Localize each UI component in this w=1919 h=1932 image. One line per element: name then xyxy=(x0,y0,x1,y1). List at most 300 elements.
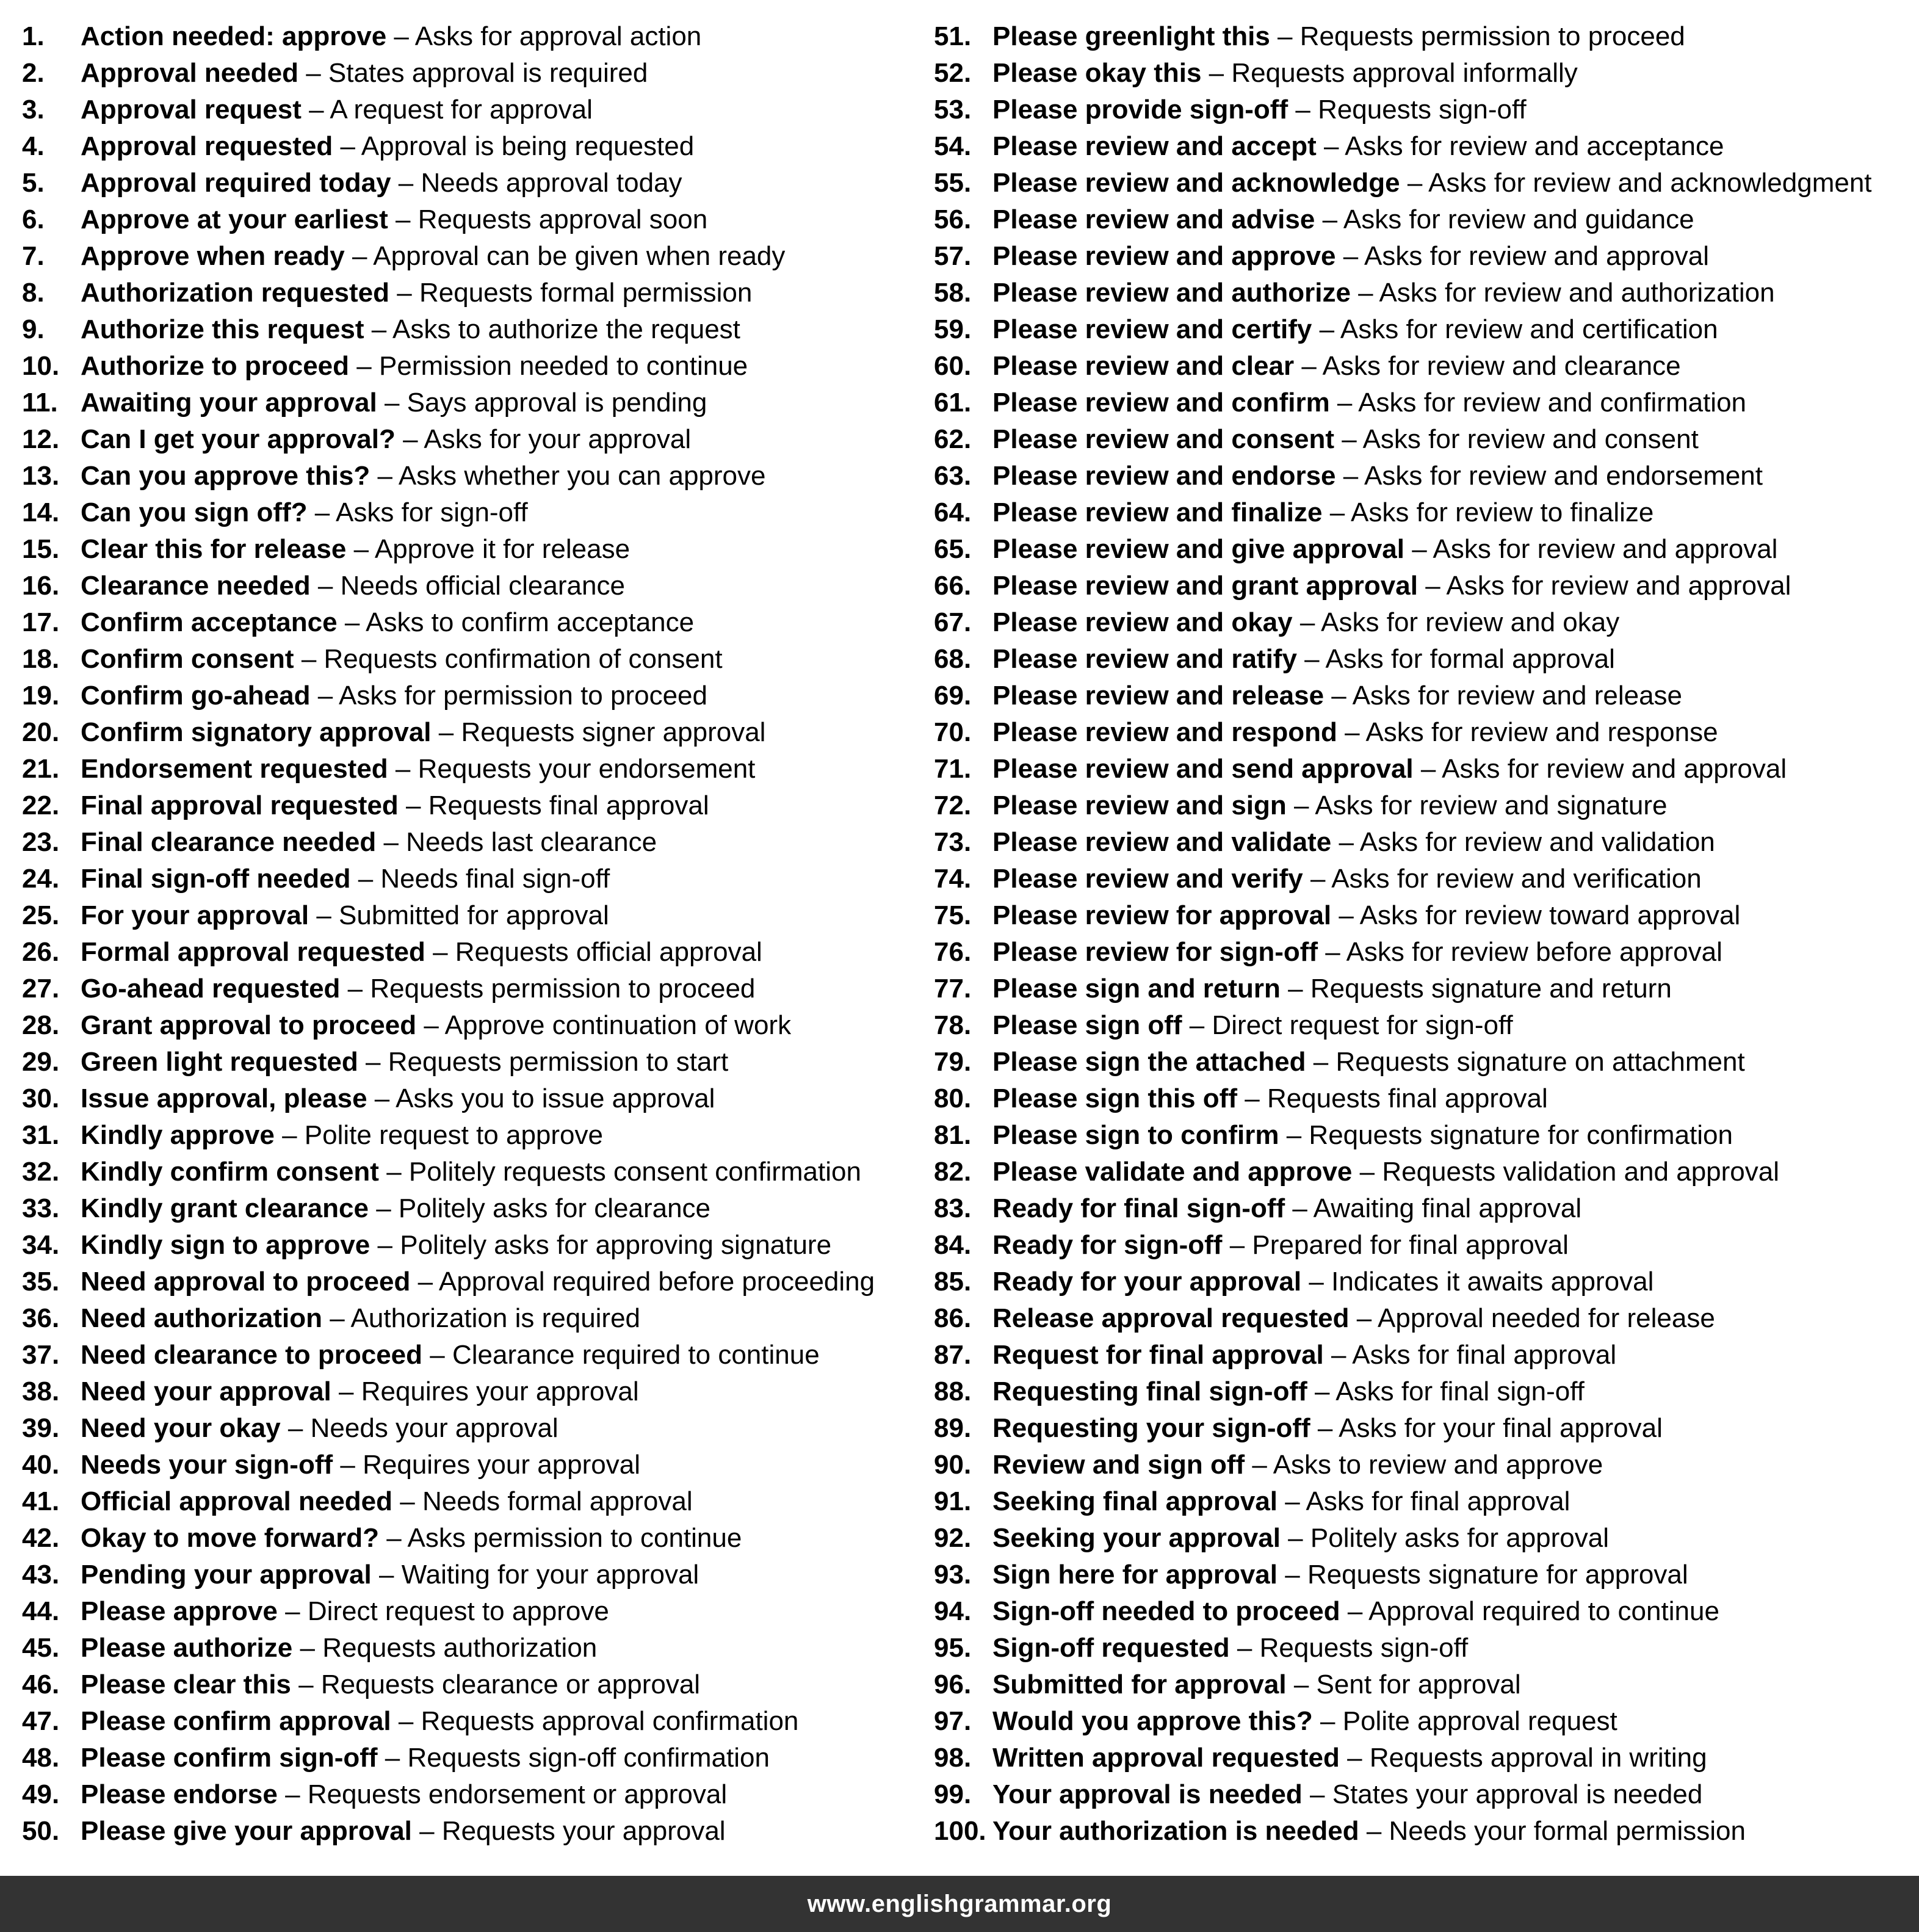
list-item xyxy=(934,1740,1904,1776)
list-item xyxy=(934,861,1904,897)
item-phrase: Please review and send approval xyxy=(992,754,1414,784)
item-description: Approve continuation of work xyxy=(444,1010,792,1040)
item-description: Requests formal permission xyxy=(419,278,753,308)
item-description: Asks for your final approval xyxy=(1339,1413,1663,1443)
item-text xyxy=(81,1154,861,1190)
item-number: 47. xyxy=(22,1706,60,1736)
item-text xyxy=(81,1703,798,1740)
item-text xyxy=(992,1703,1617,1740)
item-description: Asks for final sign-off xyxy=(1335,1377,1585,1406)
item-separator: – xyxy=(1288,1523,1303,1553)
item-number: 84. xyxy=(934,1230,972,1260)
item-number: 42. xyxy=(22,1523,60,1553)
list-item xyxy=(934,1703,1904,1740)
item-number: 5. xyxy=(22,168,45,198)
item-phrase: Need clearance to proceed xyxy=(81,1340,423,1370)
list-item xyxy=(934,348,1904,385)
footer-website-link[interactable]: www.englishgrammar.org xyxy=(807,1890,1112,1917)
item-text xyxy=(992,421,1699,458)
item-phrase: Requesting your sign-off xyxy=(992,1413,1310,1443)
item-description: Requests approval confirmation xyxy=(421,1706,799,1736)
item-phrase: Seeking your approval xyxy=(992,1523,1281,1553)
item-number: 17. xyxy=(22,607,60,637)
item-number: 69. xyxy=(934,681,972,711)
item-number: 7. xyxy=(22,241,45,271)
item-separator: – xyxy=(1292,1193,1307,1223)
item-text xyxy=(992,1227,1569,1264)
item-description: Needs last clearance xyxy=(406,827,657,857)
item-text xyxy=(81,861,610,897)
item-text xyxy=(81,18,701,55)
item-description: Needs formal approval xyxy=(422,1486,693,1516)
item-separator: – xyxy=(317,681,333,711)
item-text xyxy=(992,824,1715,861)
item-number: 18. xyxy=(22,644,60,674)
item-phrase: Final clearance needed xyxy=(81,827,377,857)
item-number: 23. xyxy=(22,827,60,857)
item-number: 1. xyxy=(22,21,45,51)
item-description: Asks for review before approval xyxy=(1346,937,1722,967)
item-separator: – xyxy=(1209,58,1224,88)
item-separator: – xyxy=(1347,1596,1363,1626)
list-item xyxy=(934,494,1904,531)
item-separator: – xyxy=(1319,314,1335,344)
item-phrase: Seeking final approval xyxy=(992,1486,1278,1516)
list-item xyxy=(934,531,1904,568)
item-number: 29. xyxy=(22,1047,60,1077)
item-phrase: Requesting final sign-off xyxy=(992,1377,1307,1406)
item-phrase: Need authorization xyxy=(81,1303,323,1333)
item-separator: – xyxy=(352,241,367,271)
item-number: 89. xyxy=(934,1413,972,1443)
list-item xyxy=(934,1264,1904,1300)
item-number: 15. xyxy=(22,534,60,564)
item-phrase: Issue approval, please xyxy=(81,1084,367,1113)
item-separator: – xyxy=(309,95,324,125)
list-item xyxy=(22,201,919,238)
list-item xyxy=(22,92,919,128)
item-separator: – xyxy=(397,278,412,308)
item-separator: – xyxy=(378,1560,394,1590)
item-description: Approval required before proceeding xyxy=(438,1267,875,1297)
item-description: Awaiting final approval xyxy=(1313,1193,1582,1223)
item-separator: – xyxy=(403,424,418,454)
item-text xyxy=(992,1337,1616,1373)
item-text xyxy=(992,275,1775,311)
list-item xyxy=(934,1080,1904,1117)
item-text xyxy=(992,494,1653,531)
item-description: Requests permission to start xyxy=(388,1047,729,1077)
item-phrase: Please clear this xyxy=(81,1670,291,1699)
item-number: 72. xyxy=(934,791,972,820)
item-phrase: Please review and clear xyxy=(992,351,1295,381)
list-item xyxy=(22,641,919,678)
item-separator: – xyxy=(1359,1157,1375,1187)
item-number: 97. xyxy=(934,1706,972,1736)
item-description: Submitted for approval xyxy=(339,900,609,930)
list-item xyxy=(22,165,919,201)
item-description: Asks for review and response xyxy=(1365,717,1718,747)
item-phrase: Please review and verify xyxy=(992,864,1303,894)
list-item xyxy=(934,385,1904,421)
item-description: Waiting for your approval xyxy=(401,1560,699,1590)
item-description: Clearance required to continue xyxy=(452,1340,820,1370)
item-description: Requests approval in writing xyxy=(1369,1743,1707,1773)
item-separator: – xyxy=(282,1120,297,1150)
item-phrase: Please greenlight this xyxy=(992,21,1270,51)
item-number: 38. xyxy=(22,1377,60,1406)
list-item xyxy=(934,824,1904,861)
item-phrase: Please review and endorse xyxy=(992,461,1336,491)
list-item xyxy=(934,1483,1904,1520)
list-item xyxy=(934,714,1904,751)
item-phrase: Release approval requested xyxy=(992,1303,1350,1333)
list-item xyxy=(22,1227,919,1264)
list-item xyxy=(934,311,1904,348)
item-phrase: Written approval requested xyxy=(992,1743,1340,1773)
item-description: Requests permission to proceed xyxy=(370,974,756,1004)
item-phrase: Your authorization is needed xyxy=(992,1816,1359,1846)
item-separator: – xyxy=(347,974,363,1004)
item-separator: – xyxy=(376,1193,391,1223)
item-phrase: Please review for approval xyxy=(992,900,1332,930)
item-number: 34. xyxy=(22,1230,60,1260)
item-phrase: Action needed: approve xyxy=(81,21,387,51)
item-phrase: Request for final approval xyxy=(992,1340,1324,1370)
item-number: 14. xyxy=(22,497,60,527)
item-separator: – xyxy=(433,937,448,967)
item-text xyxy=(81,934,762,971)
item-number: 70. xyxy=(934,717,972,747)
item-number: 27. xyxy=(22,974,60,1004)
item-description: Asks for review and verification xyxy=(1331,864,1702,894)
item-description: Asks you to issue approval xyxy=(396,1084,715,1113)
item-text xyxy=(992,861,1702,897)
item-separator: – xyxy=(1343,461,1359,491)
list-item xyxy=(22,1080,919,1117)
item-text xyxy=(81,1483,693,1520)
item-description: Requests sign-off confirmation xyxy=(407,1743,770,1773)
item-number: 64. xyxy=(934,497,972,527)
list-item xyxy=(934,18,1904,55)
item-separator: – xyxy=(1286,1120,1302,1150)
item-phrase: Please sign the attached xyxy=(992,1047,1306,1077)
item-separator: – xyxy=(339,1377,354,1406)
item-separator: – xyxy=(287,1413,303,1443)
item-text xyxy=(81,1630,597,1666)
item-phrase: Need your approval xyxy=(81,1377,331,1406)
item-separator: – xyxy=(1285,1560,1300,1590)
item-number: 80. xyxy=(934,1084,972,1113)
item-description: Needs final sign-off xyxy=(380,864,610,894)
item-description: Approval is being requested xyxy=(361,131,695,161)
item-text xyxy=(992,641,1615,678)
item-number: 25. xyxy=(22,900,60,930)
item-number: 92. xyxy=(934,1523,972,1553)
item-number: 22. xyxy=(22,791,60,820)
item-phrase: Grant approval to proceed xyxy=(81,1010,417,1040)
item-number: 63. xyxy=(934,461,972,491)
item-phrase: Please confirm sign-off xyxy=(81,1743,378,1773)
item-separator: – xyxy=(1313,1047,1329,1077)
list-item xyxy=(934,1447,1904,1483)
list-item xyxy=(22,421,919,458)
item-number: 11. xyxy=(22,388,58,418)
item-number: 40. xyxy=(22,1450,60,1480)
item-number: 3. xyxy=(22,95,45,125)
item-text xyxy=(992,1373,1585,1410)
item-number: 33. xyxy=(22,1193,60,1223)
item-text xyxy=(81,92,593,128)
item-number: 44. xyxy=(22,1596,60,1626)
item-separator: – xyxy=(384,388,400,418)
list-item xyxy=(22,1447,919,1483)
item-text xyxy=(81,1557,699,1593)
item-separator: – xyxy=(1301,351,1317,381)
item-text xyxy=(992,1776,1702,1813)
item-text xyxy=(81,1447,640,1483)
item-text xyxy=(992,348,1681,385)
list-item xyxy=(934,1410,1904,1447)
item-number: 8. xyxy=(22,278,45,308)
list-item xyxy=(934,1007,1904,1044)
list-item xyxy=(22,1483,919,1520)
item-text xyxy=(992,1190,1581,1227)
item-number: 65. xyxy=(934,534,972,564)
item-number: 12. xyxy=(22,424,60,454)
item-phrase: Can I get your approval? xyxy=(81,424,396,454)
item-text xyxy=(81,1666,700,1703)
item-text xyxy=(992,1483,1570,1520)
item-text xyxy=(992,1117,1733,1154)
item-separator: – xyxy=(330,1303,345,1333)
item-number: 88. xyxy=(934,1377,972,1406)
item-number: 35. xyxy=(22,1267,60,1297)
item-separator: – xyxy=(1358,278,1373,308)
item-number: 57. xyxy=(934,241,972,271)
item-separator: – xyxy=(1342,424,1357,454)
list-item xyxy=(934,1813,1904,1850)
item-description: Politely asks for approval xyxy=(1310,1523,1610,1553)
item-description: Asks for review and validation xyxy=(1359,827,1715,857)
item-phrase: Sign-off requested xyxy=(992,1633,1230,1663)
item-description: Asks for review and approval xyxy=(1433,534,1778,564)
item-description: Prepared for final approval xyxy=(1252,1230,1569,1260)
item-number: 55. xyxy=(934,168,972,198)
item-phrase: Approve when ready xyxy=(81,241,345,271)
item-text xyxy=(81,568,625,604)
item-phrase: Kindly confirm consent xyxy=(81,1157,379,1187)
item-separator: – xyxy=(314,497,330,527)
item-separator: – xyxy=(395,204,411,234)
item-number: 86. xyxy=(934,1303,972,1333)
list-item xyxy=(22,275,919,311)
item-phrase: Please provide sign-off xyxy=(992,95,1288,125)
item-phrase: Need your okay xyxy=(81,1413,281,1443)
item-separator: – xyxy=(438,717,454,747)
item-text xyxy=(81,165,682,201)
item-separator: – xyxy=(340,131,355,161)
item-description: A request for approval xyxy=(330,95,593,125)
item-text xyxy=(992,1447,1603,1483)
item-number: 53. xyxy=(934,95,972,125)
list-item xyxy=(22,1557,919,1593)
item-separator: – xyxy=(1189,1010,1205,1040)
item-number: 16. xyxy=(22,571,60,601)
list-item xyxy=(934,238,1904,275)
list-item xyxy=(934,1190,1904,1227)
item-description: States approval is required xyxy=(328,58,648,88)
item-description: Requests endorsement or approval xyxy=(307,1779,728,1809)
item-phrase: Please authorize xyxy=(81,1633,293,1663)
item-description: Asks for review and authorization xyxy=(1379,278,1775,308)
item-number: 82. xyxy=(934,1157,972,1187)
list-item xyxy=(934,934,1904,971)
item-text xyxy=(992,1264,1653,1300)
item-number: 52. xyxy=(934,58,972,88)
item-text xyxy=(992,1593,1719,1630)
item-text xyxy=(81,1300,640,1337)
list-item xyxy=(22,1044,919,1080)
item-description: Requests your approval xyxy=(441,1816,726,1846)
list-item xyxy=(934,1630,1904,1666)
item-description: Asks for sign-off xyxy=(336,497,528,527)
item-number: 94. xyxy=(934,1596,972,1626)
item-separator: – xyxy=(1343,241,1359,271)
item-separator: – xyxy=(430,1340,445,1370)
list-item xyxy=(934,458,1904,494)
item-separator: – xyxy=(1237,1633,1252,1663)
item-separator: – xyxy=(356,351,372,381)
item-text xyxy=(81,1520,742,1557)
item-number: 43. xyxy=(22,1560,60,1590)
item-phrase: Please review and authorize xyxy=(992,278,1351,308)
item-text xyxy=(992,18,1685,55)
footer-bar xyxy=(0,1876,1919,1932)
item-separator: – xyxy=(1420,754,1436,784)
item-phrase: Confirm acceptance xyxy=(81,607,338,637)
list-item xyxy=(934,1776,1904,1813)
item-description: Asks for your approval xyxy=(424,424,692,454)
list-item xyxy=(22,604,919,641)
list-item xyxy=(22,55,919,92)
item-description: Asks for review and okay xyxy=(1321,607,1620,637)
list-item xyxy=(22,1813,919,1850)
item-description: Asks for review to finalize xyxy=(1351,497,1654,527)
item-phrase: Sign-off needed to proceed xyxy=(992,1596,1340,1626)
item-phrase: Ready for final sign-off xyxy=(992,1193,1285,1223)
item-text xyxy=(992,1080,1548,1117)
item-phrase: Approval request xyxy=(81,95,302,125)
list-item xyxy=(22,1740,919,1776)
list-item xyxy=(22,1300,919,1337)
list-item xyxy=(22,787,919,824)
item-number: 6. xyxy=(22,204,45,234)
item-phrase: Approval needed xyxy=(81,58,298,88)
item-description: Asks to confirm acceptance xyxy=(366,607,695,637)
list-item xyxy=(22,348,919,385)
list-item xyxy=(934,1520,1904,1557)
item-separator: – xyxy=(1309,1267,1324,1297)
item-number: 37. xyxy=(22,1340,60,1370)
item-phrase: Please sign and return xyxy=(992,974,1281,1004)
item-number: 32. xyxy=(22,1157,60,1187)
item-phrase: Please confirm approval xyxy=(81,1706,391,1736)
item-number: 59. xyxy=(934,314,972,344)
item-phrase: Please review and approve xyxy=(992,241,1336,271)
item-description: Requests sign-off xyxy=(1318,95,1527,125)
item-description: Asks to authorize the request xyxy=(392,314,740,344)
list-item xyxy=(934,165,1904,201)
item-number: 60. xyxy=(934,351,972,381)
list-item xyxy=(22,531,919,568)
item-description: Requests approval soon xyxy=(417,204,708,234)
list-item xyxy=(22,238,919,275)
list-item xyxy=(22,1337,919,1373)
list-item xyxy=(22,128,919,165)
list-item xyxy=(934,604,1904,641)
item-description: Direct request for sign-off xyxy=(1212,1010,1513,1040)
item-number: 99. xyxy=(934,1779,972,1809)
item-text xyxy=(992,787,1667,824)
list-item xyxy=(22,714,919,751)
item-description: Says approval is pending xyxy=(407,388,707,418)
item-separator: – xyxy=(1295,95,1310,125)
item-number: 78. xyxy=(934,1010,972,1040)
item-description: Asks for review and guidance xyxy=(1343,204,1694,234)
item-separator: – xyxy=(298,1670,314,1699)
item-text xyxy=(992,971,1672,1007)
item-separator: – xyxy=(383,827,399,857)
item-description: Requests final approval xyxy=(428,791,709,820)
item-description: Requests validation and approval xyxy=(1382,1157,1779,1187)
item-description: Asks for formal approval xyxy=(1325,644,1615,674)
item-separator: – xyxy=(371,314,387,344)
item-phrase: Clearance needed xyxy=(81,571,311,601)
item-description: Requests confirmation of consent xyxy=(323,644,723,674)
item-separator: – xyxy=(1310,1779,1325,1809)
item-separator: – xyxy=(306,58,321,88)
phrase-list-right-column xyxy=(934,18,1904,1850)
item-separator: – xyxy=(285,1779,300,1809)
item-description: Requires your approval xyxy=(363,1450,641,1480)
item-phrase: Please review and sign xyxy=(992,791,1287,820)
item-text xyxy=(81,494,528,531)
item-text xyxy=(81,1813,726,1850)
item-separator: – xyxy=(1299,607,1315,637)
item-number: 91. xyxy=(934,1486,972,1516)
list-item xyxy=(22,568,919,604)
item-separator: – xyxy=(1331,1340,1346,1370)
item-separator: – xyxy=(1339,900,1354,930)
item-description: Asks for review and approval xyxy=(1446,571,1791,601)
list-item xyxy=(22,311,919,348)
item-text xyxy=(81,678,707,714)
list-item xyxy=(934,641,1904,678)
item-phrase: Clear this for release xyxy=(81,534,347,564)
item-text xyxy=(81,311,740,348)
item-text xyxy=(992,1630,1468,1666)
item-description: Authorization is required xyxy=(350,1303,641,1333)
item-description: Asks permission to continue xyxy=(407,1523,742,1553)
list-item xyxy=(934,897,1904,934)
item-number: 46. xyxy=(22,1670,60,1699)
item-text xyxy=(81,458,765,494)
item-description: Approve it for release xyxy=(374,534,631,564)
item-separator: – xyxy=(1407,168,1423,198)
item-number: 73. xyxy=(934,827,972,857)
item-text xyxy=(81,604,694,641)
